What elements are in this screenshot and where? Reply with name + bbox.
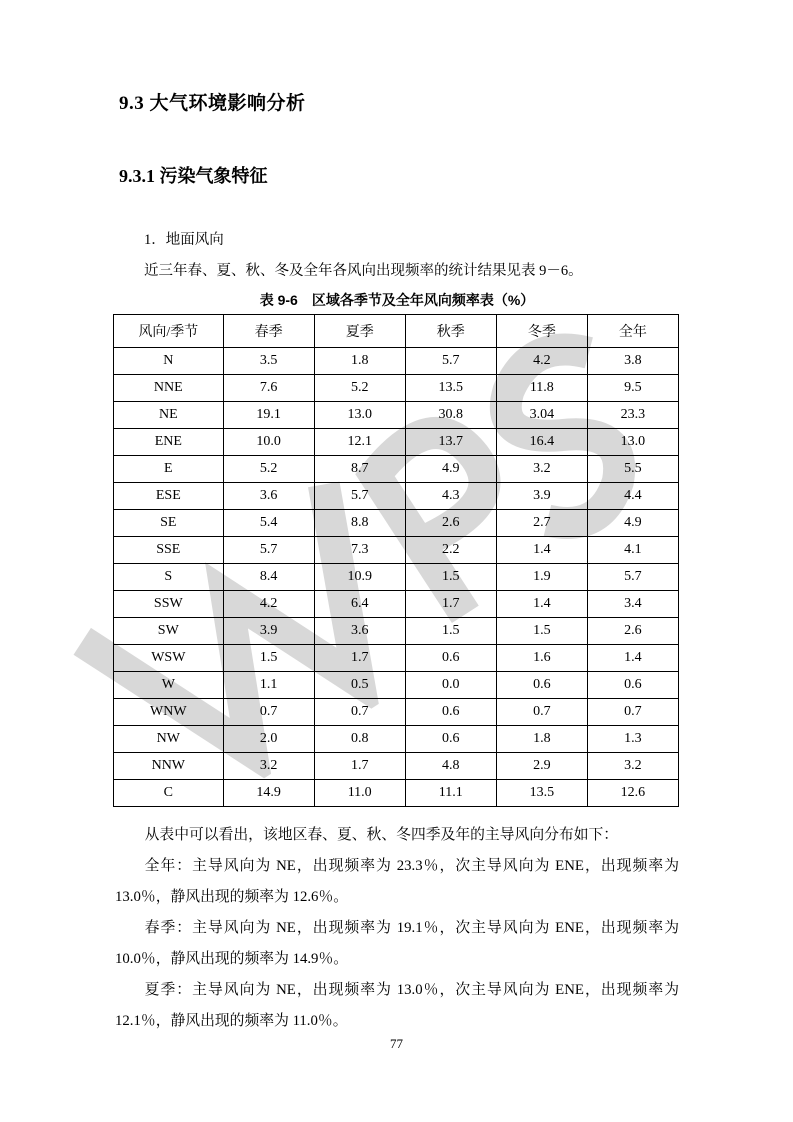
frequency-cell: 0.6 — [405, 645, 496, 672]
intro-paragraph: 近三年春、夏、秋、冬及全年各风向出现频率的统计结果见表 9－6。 — [144, 263, 583, 279]
frequency-cell: 5.2 — [314, 375, 405, 402]
frequency-cell: 2.7 — [496, 510, 587, 537]
frequency-cell: 1.5 — [223, 645, 314, 672]
header-summer: 夏季 — [314, 315, 405, 348]
table-row — [114, 483, 679, 510]
frequency-cell: 5.5 — [587, 456, 678, 483]
frequency-cell: 12.6 — [587, 780, 678, 807]
frequency-cell: 0.8 — [314, 726, 405, 753]
frequency-cell: 30.8 — [405, 402, 496, 429]
frequency-cell: 0.6 — [405, 726, 496, 753]
table-row — [114, 672, 679, 699]
frequency-cell: 7.3 — [314, 537, 405, 564]
frequency-cell: 1.9 — [496, 564, 587, 591]
frequency-cell: 2.0 — [223, 726, 314, 753]
frequency-cell: 3.4 — [587, 591, 678, 618]
table-header-row — [114, 315, 679, 348]
frequency-cell: 5.7 — [314, 483, 405, 510]
analysis-paragraphs — [115, 820, 679, 1037]
frequency-cell: 1.7 — [314, 645, 405, 672]
frequency-cell: 4.3 — [405, 483, 496, 510]
direction-cell: SW — [114, 618, 224, 645]
frequency-cell: 1.3 — [587, 726, 678, 753]
frequency-cell: 1.7 — [314, 753, 405, 780]
frequency-cell: 5.7 — [405, 348, 496, 375]
header-spring: 春季 — [223, 315, 314, 348]
table-row — [114, 456, 679, 483]
table-row — [114, 429, 679, 456]
frequency-cell: 0.6 — [496, 672, 587, 699]
frequency-cell: 8.4 — [223, 564, 314, 591]
frequency-cell: 0.7 — [587, 699, 678, 726]
frequency-cell: 19.1 — [223, 402, 314, 429]
direction-cell: SE — [114, 510, 224, 537]
direction-cell: C — [114, 780, 224, 807]
frequency-cell: 3.6 — [314, 618, 405, 645]
frequency-cell: 14.9 — [223, 780, 314, 807]
frequency-cell: 4.2 — [223, 591, 314, 618]
frequency-cell: 7.6 — [223, 375, 314, 402]
frequency-cell: 4.2 — [496, 348, 587, 375]
direction-cell: WSW — [114, 645, 224, 672]
direction-cell: NNE — [114, 375, 224, 402]
header-winter: 冬季 — [496, 315, 587, 348]
frequency-cell: 0.7 — [223, 699, 314, 726]
header-direction: 风向/季节 — [114, 315, 224, 348]
list-item-ground-wind: 1．地面风向 — [144, 232, 224, 248]
frequency-cell: 4.9 — [587, 510, 678, 537]
table-row — [114, 402, 679, 429]
analysis-summer: 夏季：主导风向为 NE，出现频率为 13.0％，次主导风向为 ENE，出现频率为 12.1％，静风出现的频率为 11.0％。 — [115, 982, 679, 1029]
frequency-cell: 23.3 — [587, 402, 678, 429]
table-row — [114, 591, 679, 618]
frequency-cell: 1.6 — [496, 645, 587, 672]
analysis-annual: 全年：主导风向为 NE，出现频率为 23.3％，次主导风向为 ENE，出现频率为 13.0％，静风出现的频率为 12.6％。 — [115, 858, 679, 905]
frequency-cell: 11.8 — [496, 375, 587, 402]
frequency-cell: 11.0 — [314, 780, 405, 807]
frequency-cell: 3.9 — [496, 483, 587, 510]
page-number: 77 — [390, 1036, 403, 1051]
frequency-cell: 0.7 — [314, 699, 405, 726]
direction-cell: N — [114, 348, 224, 375]
frequency-cell: 4.9 — [405, 456, 496, 483]
frequency-cell: 1.4 — [496, 591, 587, 618]
frequency-cell: 2.9 — [496, 753, 587, 780]
frequency-cell: 13.0 — [587, 429, 678, 456]
frequency-cell: 1.5 — [405, 564, 496, 591]
frequency-cell: 3.9 — [223, 618, 314, 645]
frequency-cell: 8.7 — [314, 456, 405, 483]
frequency-cell: 0.7 — [496, 699, 587, 726]
direction-cell: NW — [114, 726, 224, 753]
header-annual: 全年 — [587, 315, 678, 348]
table-row — [114, 375, 679, 402]
frequency-cell: 13.5 — [405, 375, 496, 402]
frequency-cell: 0.6 — [405, 699, 496, 726]
frequency-cell: 6.4 — [314, 591, 405, 618]
frequency-cell: 1.5 — [496, 618, 587, 645]
direction-cell: ENE — [114, 429, 224, 456]
table-row — [114, 753, 679, 780]
table-row — [114, 645, 679, 672]
frequency-cell: 1.1 — [223, 672, 314, 699]
table-row — [114, 726, 679, 753]
wind-frequency-table — [113, 314, 679, 807]
table-row — [114, 618, 679, 645]
frequency-cell: 0.5 — [314, 672, 405, 699]
frequency-cell: 0.0 — [405, 672, 496, 699]
wind-table-body — [114, 348, 679, 807]
frequency-cell: 13.7 — [405, 429, 496, 456]
direction-cell: SSE — [114, 537, 224, 564]
frequency-cell: 1.4 — [587, 645, 678, 672]
frequency-cell: 13.5 — [496, 780, 587, 807]
frequency-cell: 4.1 — [587, 537, 678, 564]
frequency-cell: 5.2 — [223, 456, 314, 483]
frequency-cell: 4.4 — [587, 483, 678, 510]
table-row — [114, 510, 679, 537]
frequency-cell: 5.7 — [587, 564, 678, 591]
frequency-cell: 13.0 — [314, 402, 405, 429]
direction-cell: S — [114, 564, 224, 591]
frequency-cell: 5.7 — [223, 537, 314, 564]
table-row — [114, 348, 679, 375]
frequency-cell: 1.8 — [496, 726, 587, 753]
subsection-heading: 9.3.1 污染气象特征 — [119, 166, 268, 186]
header-autumn: 秋季 — [405, 315, 496, 348]
direction-cell: SSW — [114, 591, 224, 618]
frequency-cell: 3.2 — [496, 456, 587, 483]
analysis-spring: 春季：主导风向为 NE，出现频率为 19.1％，次主导风向为 ENE，出现频率为 10.0％，静风出现的频率为 14.9％。 — [115, 920, 679, 967]
direction-cell: ESE — [114, 483, 224, 510]
frequency-cell: 2.6 — [587, 618, 678, 645]
table-row — [114, 699, 679, 726]
analysis-intro: 从表中可以看出，该地区春、夏、秋、冬四季及年的主导风向分布如下： — [144, 827, 619, 843]
section-heading: 9.3 大气环境影响分析 — [119, 93, 306, 114]
frequency-cell: 1.4 — [496, 537, 587, 564]
table-row — [114, 780, 679, 807]
table-row — [114, 537, 679, 564]
table-caption: 表 9-6 区域各季节及全年风向频率表（%） — [259, 292, 535, 308]
frequency-cell: 3.8 — [587, 348, 678, 375]
direction-cell: WNW — [114, 699, 224, 726]
frequency-cell: 2.2 — [405, 537, 496, 564]
frequency-cell: 3.04 — [496, 402, 587, 429]
frequency-cell: 1.5 — [405, 618, 496, 645]
frequency-cell: 12.1 — [314, 429, 405, 456]
frequency-cell: 2.6 — [405, 510, 496, 537]
frequency-cell: 8.8 — [314, 510, 405, 537]
direction-cell: NE — [114, 402, 224, 429]
frequency-cell: 1.8 — [314, 348, 405, 375]
table-row — [114, 564, 679, 591]
frequency-cell: 3.2 — [587, 753, 678, 780]
frequency-cell: 0.6 — [587, 672, 678, 699]
frequency-cell: 3.2 — [223, 753, 314, 780]
frequency-cell: 16.4 — [496, 429, 587, 456]
frequency-cell: 9.5 — [587, 375, 678, 402]
direction-cell: E — [114, 456, 224, 483]
frequency-cell: 10.0 — [223, 429, 314, 456]
frequency-cell: 11.1 — [405, 780, 496, 807]
direction-cell: NNW — [114, 753, 224, 780]
frequency-cell: 3.5 — [223, 348, 314, 375]
direction-cell: W — [114, 672, 224, 699]
frequency-cell: 4.8 — [405, 753, 496, 780]
frequency-cell: 3.6 — [223, 483, 314, 510]
frequency-cell: 1.7 — [405, 591, 496, 618]
frequency-cell: 5.4 — [223, 510, 314, 537]
frequency-cell: 10.9 — [314, 564, 405, 591]
